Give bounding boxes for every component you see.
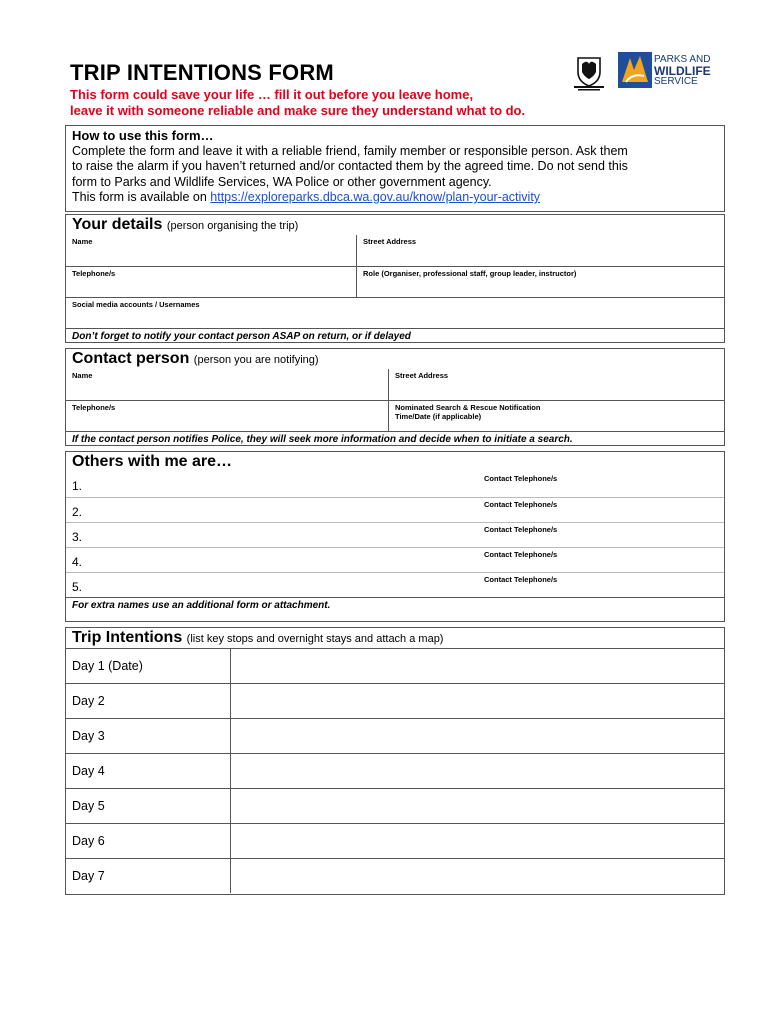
- trip-day-row[interactable]: [66, 718, 724, 753]
- subtitle-line-2: leave it with someone reliable and make sure they understand what to do.: [70, 103, 526, 118]
- trip-day-row[interactable]: [66, 823, 724, 858]
- trip-intentions-title: Trip Intentions: [72, 629, 183, 646]
- trip-day-label: Day 2: [66, 684, 231, 718]
- trip-day-label: Day 1 (Date): [66, 649, 231, 683]
- how-to-use-box: [65, 125, 725, 212]
- trip-intentions-subtitle: (list key stops and overnight stays and attach a map): [186, 633, 444, 645]
- contact-row-2: [66, 400, 724, 431]
- how-to-line-4: [72, 190, 718, 206]
- social-media-field[interactable]: Social media accounts / Usernames: [72, 300, 200, 309]
- other-person-row[interactable]: [66, 547, 724, 572]
- form-title: TRIP INTENTIONS FORM: [70, 60, 334, 85]
- other-person-telephone-label[interactable]: Contact Telephone/s: [484, 550, 558, 559]
- logo-line-3: SERVICE: [654, 76, 698, 87]
- contact-person-title: Contact person: [72, 350, 190, 367]
- trip-rows: [66, 648, 724, 893]
- nominated-label-line-1: Nominated Search & Rescue Notification: [395, 403, 541, 412]
- trip-intentions-section: [65, 627, 725, 895]
- your-details-heading: [66, 215, 724, 235]
- other-person-row[interactable]: [66, 572, 724, 597]
- trip-day-row[interactable]: [66, 648, 724, 683]
- other-person-number: 1.: [72, 479, 83, 493]
- how-to-line-4-prefix: This form is available on: [72, 190, 211, 204]
- other-person-telephone-label[interactable]: Contact Telephone/s: [484, 474, 558, 483]
- trip-intentions-heading: [66, 628, 724, 648]
- others-rows: [66, 472, 724, 597]
- other-person-number: 3.: [72, 530, 83, 544]
- parks-wildlife-wordmark: [654, 55, 711, 87]
- nominated-notification-time-field[interactable]: [388, 401, 724, 431]
- other-person-number: 4.: [72, 555, 83, 569]
- how-to-line-2: to raise the alarm if you haven’t returned and/or contacted them by the agreed time. Do not send this: [72, 159, 628, 173]
- contact-name-field[interactable]: Name: [72, 371, 93, 380]
- parks-wildlife-emblem-icon: [618, 52, 652, 88]
- other-person-number: 5.: [72, 580, 83, 594]
- other-person-row[interactable]: [66, 497, 724, 522]
- trip-day-row[interactable]: [66, 753, 724, 788]
- trip-day-row[interactable]: [66, 683, 724, 718]
- contact-row-1: [66, 369, 724, 400]
- trip-day-row[interactable]: [66, 858, 724, 893]
- wa-government-crest-logo: [570, 54, 608, 92]
- contact-person-subtitle: (person you are notifying): [193, 354, 319, 366]
- nominated-label-line-2: Time/Date (if applicable): [395, 412, 482, 421]
- others-heading: Others with me are…: [72, 453, 233, 470]
- parks-wildlife-logo: [618, 52, 728, 92]
- trip-day-label: Day 7: [66, 859, 231, 893]
- trip-day-label: Day 5: [66, 789, 231, 823]
- your-details-section: [65, 214, 725, 343]
- other-person-telephone-label[interactable]: Contact Telephone/s: [484, 500, 558, 509]
- your-telephone-field[interactable]: Telephone/s: [72, 269, 116, 278]
- how-to-heading: How to use this form…: [72, 128, 214, 143]
- contact-street-address-field[interactable]: Street Address: [388, 369, 724, 400]
- contact-person-note: If the contact person notifies Police, they will seek more information and decide when to initiate a search.: [66, 431, 724, 446]
- contact-telephone-field[interactable]: Telephone/s: [72, 403, 116, 412]
- your-street-address-field[interactable]: Street Address: [356, 235, 724, 266]
- how-to-line-3: form to Parks and Wildlife Services, WA Police or other government agency.: [72, 174, 492, 189]
- your-details-note: Don’t forget to notify your contact person ASAP on return, or if delayed: [66, 328, 724, 343]
- logo-line-2: WILDLIFE: [654, 64, 711, 78]
- your-details-row-3: [66, 297, 724, 328]
- your-details-row-1: [66, 235, 724, 266]
- your-name-field[interactable]: Name: [72, 237, 93, 246]
- your-role-field[interactable]: Role (Organiser, professional staff, group leader, instructor): [356, 267, 724, 297]
- subtitle-line-1: This form could save your life … fill it out before you leave home,: [70, 87, 474, 102]
- your-details-subtitle: (person organising the trip): [166, 220, 299, 232]
- trip-day-row[interactable]: [66, 788, 724, 823]
- your-details-title: Your details: [72, 216, 163, 233]
- trip-day-label: Day 3: [66, 719, 231, 753]
- other-person-number: 2.: [72, 505, 83, 519]
- trip-day-label: Day 6: [66, 824, 231, 858]
- how-to-line-1: Complete the form and leave it with a reliable friend, family member or responsible person. Ask them: [72, 143, 628, 158]
- your-details-row-2: [66, 266, 724, 297]
- other-person-row[interactable]: [66, 522, 724, 547]
- logo-line-1: PARKS AND: [654, 54, 711, 65]
- other-person-row[interactable]: [66, 472, 724, 497]
- others-note: For extra names use an additional form or attachment.: [66, 597, 724, 612]
- plan-your-activity-link[interactable]: https://exploreparks.dbca.wa.gov.au/know/plan-your-activity: [210, 190, 541, 204]
- others-section: [65, 451, 725, 622]
- contact-person-section: [65, 348, 725, 446]
- trip-day-label: Day 4: [66, 754, 231, 788]
- form-subtitle: [70, 87, 525, 119]
- contact-person-heading: [66, 349, 724, 369]
- other-person-telephone-label[interactable]: Contact Telephone/s: [484, 525, 558, 534]
- other-person-telephone-label[interactable]: Contact Telephone/s: [484, 575, 558, 584]
